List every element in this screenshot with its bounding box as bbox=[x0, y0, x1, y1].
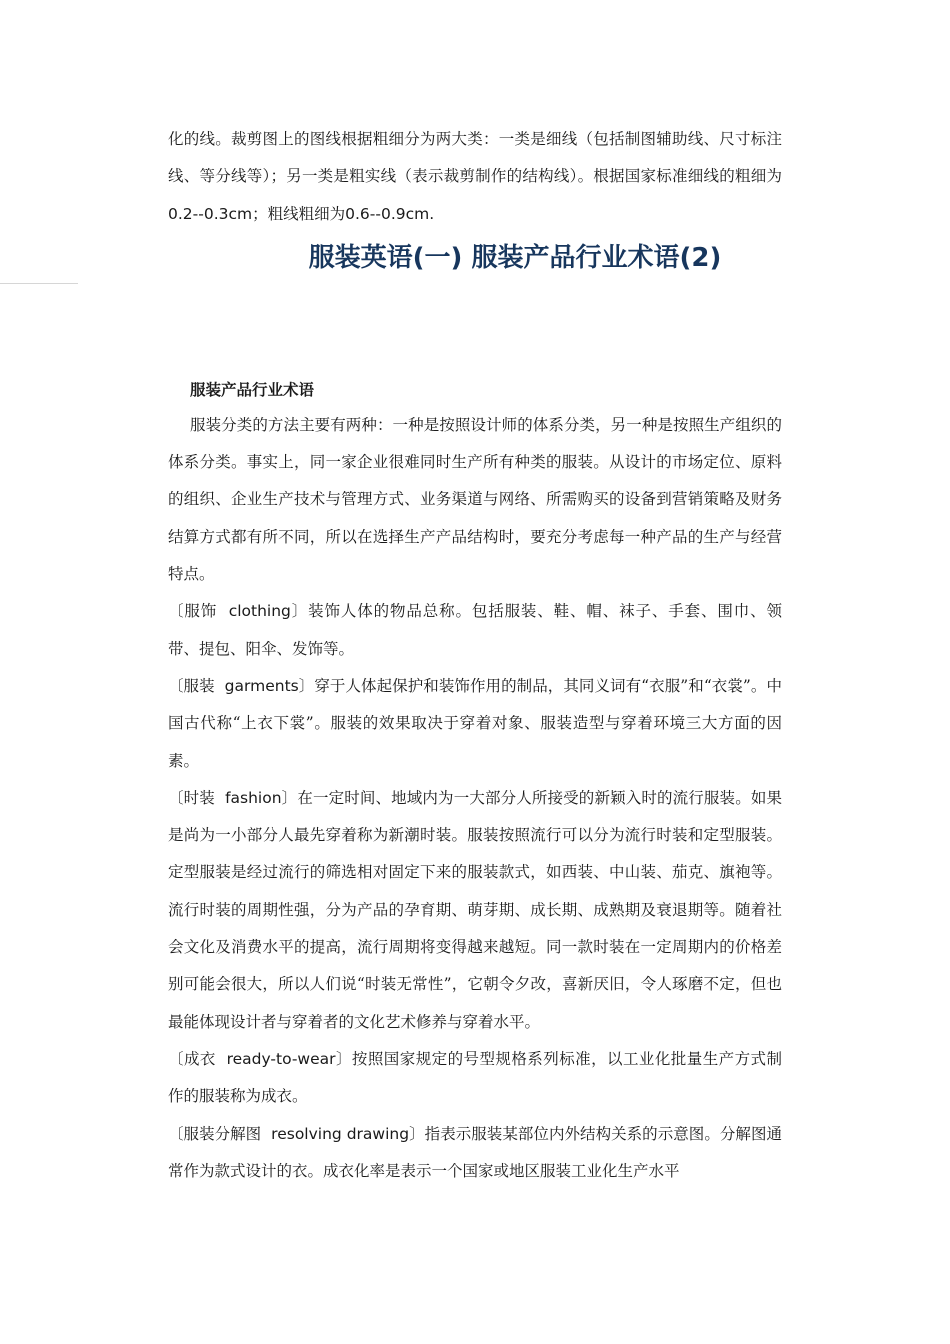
article-title: 服装英语(一) 服装产品行业术语(2) bbox=[308, 242, 722, 273]
term-en: clothing bbox=[228, 602, 291, 621]
document-page bbox=[168, 121, 782, 1190]
thick-line-value: 0.6--0.9cm. bbox=[345, 204, 435, 223]
term-desc: 穿于人体起保护和装饰作用的制品，其同义词有“衣服”和“衣裳”。中国古代称“上衣下裳”。服装的效果取决于穿着对象、服装造型与穿着环境三大方面的因素。 bbox=[168, 676, 782, 770]
term-close: 〕 bbox=[298, 676, 315, 695]
term-close: 〕 bbox=[335, 1049, 352, 1068]
term-ready-to-wear bbox=[168, 1041, 782, 1116]
term-desc: 指表示服装某部位内外结构关系的示意图。分解图通常作为款式设计的衣。成衣化率是表示一个国家或地区服装工业化生产水平 bbox=[168, 1124, 782, 1180]
term-resolving-drawing bbox=[168, 1116, 782, 1191]
intro-paragraph bbox=[168, 121, 782, 233]
term-desc: 在一定时间、地域内为一大部分人所接受的新颖入时的流行服装。如果是尚为一小部分人最先穿着称为新潮时装。服装按照流行可以分为流行时装和定型服装。定型服装是经过流行的筛选相对固定下来的服装款式，如西装、中山装、茄克、旗袍等。流行时装的周期性强，分为产品的孕育期、萌芽期、成长期、成熟期及衰退期等。随着社会文化及消费水平的提高，流行周期将变得越来越短。同一款时装在一定周期内的价格差别可能会很大，所以人们说“时装无常性”，它朝令夕改，喜新厌旧，令人琢磨不定，但也最能体现设计者与穿着者的文化艺术修养与穿着水平。 bbox=[168, 788, 782, 1031]
term-desc: 按照国家规定的号型规格系列标准，以工业化批量生产方式制作的服装称为成衣。 bbox=[168, 1049, 782, 1106]
term-close: 〕 bbox=[290, 602, 309, 621]
term-close: 〕 bbox=[281, 788, 298, 807]
term-close: 〕 bbox=[409, 1124, 425, 1143]
intro-text: 化的线。裁剪图上的图线根据粗细分为两大类：一类是细线（包括制图辅助线、尺寸标注线、等分线等）；另一类是粗实线（表示裁剪制作的结构线）。根据国家标准细线的粗细为 bbox=[168, 130, 782, 186]
term-en: resolving drawing bbox=[271, 1124, 410, 1143]
intro-mid-text: ；粗线粗细为 bbox=[252, 204, 346, 223]
term-en: garments bbox=[224, 676, 299, 695]
term-en: fashion bbox=[225, 788, 282, 807]
thin-line-value: 0.2--0.3cm bbox=[168, 204, 253, 223]
term-cn: 〔成衣 bbox=[168, 1049, 216, 1068]
term-fashion bbox=[168, 780, 782, 1041]
term-clothing bbox=[168, 593, 782, 668]
term-garments bbox=[168, 668, 782, 780]
term-cn: 〔服装分解图 bbox=[168, 1124, 262, 1143]
title-divider bbox=[0, 283, 78, 284]
term-desc: 装饰人体的物品总称。包括服装、鞋、帽、袜子、手套、围巾、领带、提包、阳伞、发饰等。 bbox=[168, 602, 782, 658]
term-en: ready-to-wear bbox=[226, 1049, 336, 1068]
term-cn: 〔服饰 bbox=[168, 602, 218, 621]
section-heading: 服装产品行业术语 bbox=[190, 380, 315, 399]
term-cn: 〔时装 bbox=[168, 788, 215, 807]
term-cn: 〔服装 bbox=[168, 676, 215, 695]
overview-paragraph: 服装分类的方法主要有两种：一种是按照设计师的体系分类，另一种是按照生产组织的体系分类。事实上，同一家企业很难同时生产所有种类的服装。从设计的市场定位、原料的组织、企业生产技术与管理方式、业务渠道与网络、所需购买的设备到营销策略及财务结算方式都有所不同，所以在选择生产产品结构时，要充分考虑每一种产品的生产与经营特点。 bbox=[168, 415, 782, 584]
